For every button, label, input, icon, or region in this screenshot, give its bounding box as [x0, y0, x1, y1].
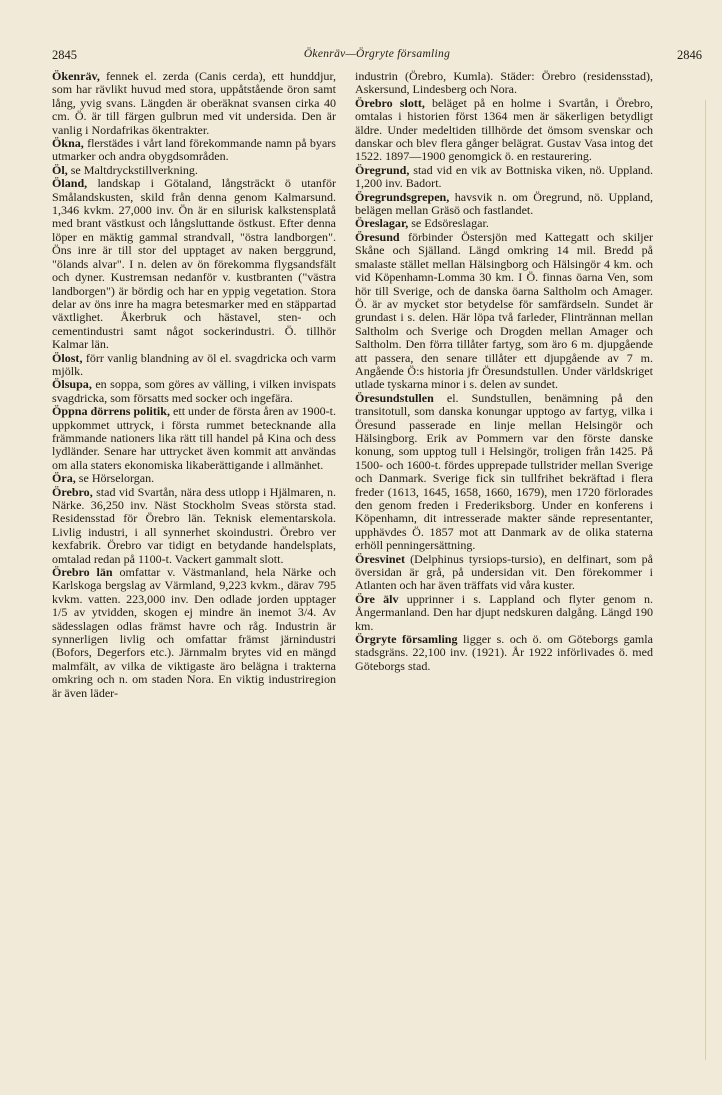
- dictionary-entry: [355, 97, 653, 164]
- entry-headword: Örebro,: [52, 484, 93, 499]
- entry-text: stad vid Svartån, nära dess utlopp i Hjälmaren, n. Närke. 36,250 inv. Näst Stockholm Sveas största stad. Residensstad för Örebro län. Teknisk elementarskola. Livlig industri, i all synnerhet skoindustri. Örebro ver kexfabrik. Örebro var tidigt en betydande handelsplats, omtalad redan på 1100-t. Vackert gammalt slott.: [52, 484, 336, 566]
- dictionary-entry: [355, 593, 653, 633]
- entry-headword: Öregrundsgrepen,: [355, 189, 450, 204]
- dictionary-entry: [355, 553, 653, 593]
- entry-headword: Ökna,: [52, 136, 84, 151]
- entry-text: omfattar v. Västmanland, hela Närke och Karlskoga bergslag av Värmland, 9,223 kvkm., därav 795 kvkm. vatten. 223,000 inv. Den odlade jorden upptager 1/5 av ytvidden, skogen ej mindre än inemot 3/4. Av sädesslagen odlas främst havre och råg. Industrin är synnerligen livlig och omfattar främst järnindustri (Bofors, Degerfors etc.). Järnmalm brytes vid en mängd malmfält, av vilka de viktigaste äro belägna i trakterna omkring och n. om staden Nora. En viktig industriregion är även läder-: [52, 565, 336, 700]
- entry-text: el. Sundstullen, benämning på den transitotull, som danska konungar upptogo av fartyg, vilka i Öresund passerade en linje mellan Helsingör och Hälsingborg. Erik av Pommern var den förste danske konung, som upptog tull i Helsingör, troligen från 1425. På 1500- och 1600-t. fördes upprepade tullstrider mellan Sverige och Danmark. Sverige fick sin tullfrihet bekräftad i flera freder (1613, 1645, 1658, 1660, 1679), men 1720 förlorades den genom freden i Frederiksborg. Under en konferens i Köpenhamn, dit intresserade makter sände representanter, upphävdes Ö. 1857 mot att Danmark av de olika staterna erhöll penningersättning.: [355, 390, 653, 553]
- entry-headword: Öppna dörrens politik,: [52, 404, 170, 419]
- page-number-left: 2845: [52, 48, 77, 62]
- entry-text: stad vid en vik av Bottniska viken, nö. Uppland. 1,200 inv. Badort.: [355, 162, 653, 191]
- entry-text: fennek el. zerda (Canis cerda), ett hunddjur, som har rävlikt huvud med stora, uppåtstående öron samt lång, yvig svans. Längden är oberäknat svansen cirka 40 cm. Ö. är till färgen gulbrun med vit undersida. Den är vanlig i Nordafrikas ökentrakter.: [52, 69, 336, 137]
- dictionary-entry: [355, 392, 653, 553]
- entry-text: flerstädes i vårt land förekommande namn på byars utmarker och andra obygdsområden.: [52, 136, 336, 164]
- entry-text: industrin (Örebro, Kumla). Städer: Örebro (residensstad), Askersund, Lindesberg och Nora.: [355, 69, 653, 97]
- entry-headword: Örgryte församling: [355, 632, 458, 647]
- dictionary-entry: [52, 405, 336, 472]
- dictionary-entry: [52, 566, 336, 700]
- entry-text: se Edsöreslagar.: [408, 216, 489, 231]
- entry-headword: Örebro län: [52, 565, 113, 580]
- dictionary-entry: [355, 70, 653, 97]
- right-column: [355, 70, 653, 673]
- dictionary-entry: [52, 177, 336, 351]
- entry-headword: Örebro slott,: [355, 95, 425, 110]
- entry-headword: Öre älv: [355, 591, 399, 606]
- entry-headword: Öresundstullen: [355, 390, 434, 405]
- dictionary-entry: [355, 633, 653, 673]
- entry-headword: Ölost,: [52, 350, 83, 365]
- entry-text: beläget på en holme i Svartån, i Örebro, omtalas i historien först 1364 men är säkerligen betydligt äldre. Under medeltiden tillhörde det ömsom svenskar och danskar och blev flera gånger belägrat. Gustav Vasa intog det 1522. 1897—1900 genomgick ö. en restaurering.: [355, 95, 653, 164]
- dictionary-entry: [52, 378, 336, 405]
- entry-text: se Maltdryckstillverkning.: [67, 162, 198, 177]
- entry-text: förr vanlig blandning av öl el. svagdricka och varm mjölk.: [52, 350, 336, 378]
- entry-text: (Delphinus tyrsiops-tursio), en delfinart, som på översidan är grå, på undersidan vit. Den förekommer i Atlanten och har även träffats vid våra kuster.: [355, 551, 653, 593]
- dictionary-entry: [355, 164, 653, 191]
- dictionary-entry: [52, 137, 336, 164]
- entry-text: landskap i Götaland, långsträckt ö utanför Smålandskusten, skild från denna genom Kalmarsund. 1,346 kvkm. 27,000 inv. Ön är en silurisk kalkstensplatå med brant västkust och långsluttande östkust. Efter denna löper en mäktig gammal strandvall, "östra landborgen". Öns inre är till stor del upptaget av naken berggrund, "ölands alvar". I n. delen av ön förekomma flygsandsfält och dyner. Kustremsan nedanför v. kustbranten ("västra landborgen") är bördig och har en yppig vegetation. Stora delar av öns inre ha magra betesmarker med en stäppartad växtlighet. Åkerbruk och hästavel, sten- och cementindustri samt något sockerindustri. Ö. tillhör Kalmar län.: [52, 176, 336, 352]
- page-header: [52, 48, 702, 66]
- dictionary-entry: [52, 472, 336, 485]
- entry-text: en soppa, som göres av välling, i vilken invispats svagdricka, som försatts med socker och ingefära.: [52, 377, 336, 405]
- entry-headword: Öresvinet: [355, 551, 405, 566]
- entry-text: se Hörselorgan.: [75, 471, 155, 486]
- dictionary-entry: [355, 231, 653, 392]
- entry-headword: Öresund: [355, 229, 400, 244]
- entry-headword: Öland,: [52, 176, 88, 191]
- entry-headword: Öreslagar,: [355, 216, 409, 231]
- dictionary-entry: [52, 486, 336, 566]
- entry-text: ett under de första åren av 1900-t. uppkommet uttryck, i första rummet betecknande alla främmande nationers lika rätt till handel på Kina och dess lydländer. Senare har uttrycket även kommit att användas om alla staters ekonomiska likaberättigande i allmänhet.: [52, 404, 336, 472]
- entry-headword: Öregrund,: [355, 162, 410, 177]
- entry-headword: Öra,: [52, 471, 76, 486]
- page-edge: [705, 100, 720, 1060]
- entry-headword: Ökenräv,: [52, 69, 100, 83]
- dictionary-entry: [52, 164, 336, 177]
- running-title: Ökenräv—Örgryte församling: [303, 48, 451, 60]
- page-number-right: 2846: [677, 48, 702, 62]
- entry-text: ligger s. och ö. om Göteborgs gamla stadsgräns. 22,100 inv. (1921). År 1922 införlivades ö. med Göteborgs stad.: [355, 632, 654, 673]
- dictionary-entry: [355, 191, 653, 218]
- entry-text: havsvik n. om Öregrund, nö. Uppland, belägen mellan Gräsö och fastlandet.: [355, 189, 653, 218]
- entry-headword: Ölsupa,: [52, 377, 92, 392]
- left-column: [52, 70, 336, 700]
- dictionary-entry: [52, 352, 336, 379]
- entry-text: upprinner i s. Lappland och flyter genom n. Ångermanland. Den har djupt nedskuren dalgång. Längd 190 km.: [355, 591, 653, 633]
- dictionary-entry: [355, 217, 653, 230]
- dictionary-entry: [52, 70, 336, 137]
- entry-headword: Öl,: [52, 162, 68, 177]
- entry-text: förbinder Östersjön med Kattegatt och skiljer Skåne och Själland. Längd omkring 14 mil. Bredd på smalaste stället mellan Hälsingborg och Hälsingör 4 km. och vid Köpenhamn-Lomma 30 km. I Ö. finnas öarna Ven, som hör till Sverige, och de danska öarna Saltholm och Amager. Ö. är av mycket stor betydelse för samfärdseln. Sundet är grundast i s. delen. Här löpa två farleder, Flintrännan mellan Saltholm och Sverige och Drogden mellan Amager och Saltholm. Den förra tillåter fartyg, som äro 6 m. djupgående att passera, den senare tillåter ett djupgående av 7 m. Angående Ö:s historia jfr Öresundstullen. Under världskriget utlade tyskarna minor i s. delen av sundet.: [355, 229, 653, 392]
